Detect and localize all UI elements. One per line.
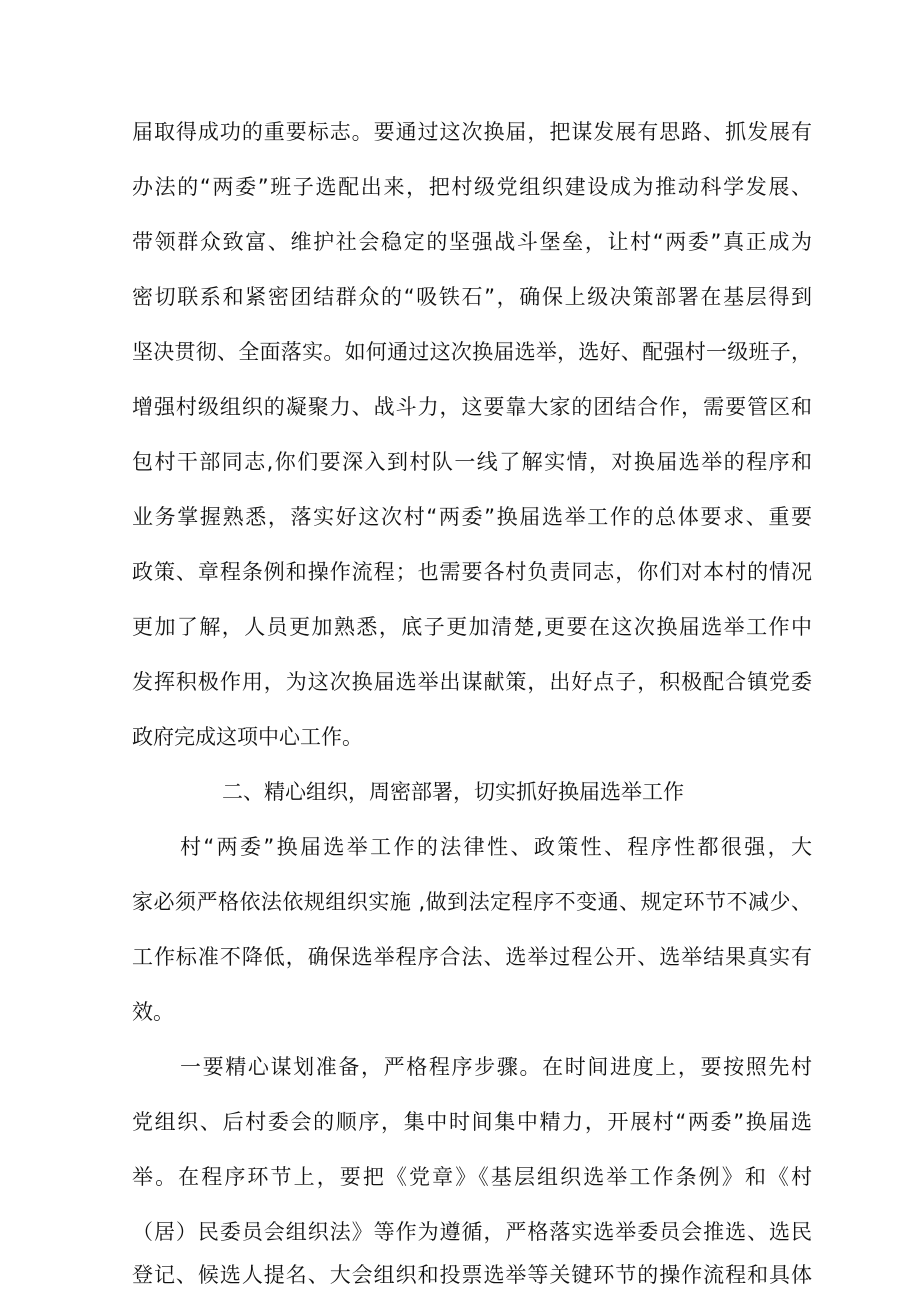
section-heading: 二、精心组织，周密部署，切实抓好换届选举工作 [222,780,684,804]
body-text-line: 家必须严格依法依规组织实施 ,做到法定程序不变通、规定环节不减少、 [132,890,812,914]
body-text-line: 政策、章程条例和操作流程；也需要各村负责同志，你们对本村的情况 [132,560,812,584]
body-text-line: 举。在程序环节上，要把《党章》《基层组织选举工作条例》和《村 [132,1165,812,1189]
body-text-line: 包村干部同志,你们要深入到村队一线了解实情，对换届选举的程序和 [132,450,812,474]
body-text-line: （居）民委员会组织法》等作为遵循，严格落实选举委员会推选、选民 [132,1220,812,1244]
body-text-line: 效。 [132,1000,174,1024]
body-text-line: 政府完成这项中心工作。 [132,725,363,749]
body-text-line: 工作标准不降低，确保选举程序合法、选举过程公开、选举结果真实有 [132,945,812,969]
body-text-line: 村“两委”换届选举工作的法律性、政策性、程序性都很强，大 [180,835,812,859]
body-text-line: 办法的“两委”班子选配出来，把村级党组织建设成为推动科学发展、 [132,175,812,199]
body-text-line: 登记、候选人提名、大会组织和投票选举等关键环节的操作流程和具体 [132,1263,812,1287]
body-text-line: 届取得成功的重要标志。要通过这次换届，把谋发展有思路、抓发展有 [132,120,812,144]
body-text-line: 发挥积极作用，为这次换届选举出谋献策，出好点子，积极配合镇党委 [132,670,812,694]
body-text-line: 密切联系和紧密团结群众的“吸铁石”，确保上级决策部署在基层得到 [132,285,812,309]
body-text-line: 业务掌握熟悉，落实好这次村“两委”换届选举工作的总体要求、重要 [132,505,812,529]
body-text-line: 党组织、后村委会的顺序，集中时间集中精力，开展村“两委”换届选 [132,1110,812,1134]
body-text-line: 坚决贯彻、全面落实。如何通过这次换届选举，选好、配强村一级班子， [132,340,812,364]
body-text-line: 带领群众致富、维护社会稳定的坚强战斗堡垒，让村“两委”真正成为 [132,230,812,254]
body-text-line: 增强村级组织的凝聚力、战斗力，这要靠大家的团结合作，需要管区和 [132,395,812,419]
body-text-line: 一要精心谋划准备，严格程序步骤。在时间进度上，要按照先村 [180,1055,812,1079]
body-text-line: 更加了解，人员更加熟悉，底子更加清楚,更要在这次换届选举工作中 [132,615,812,639]
